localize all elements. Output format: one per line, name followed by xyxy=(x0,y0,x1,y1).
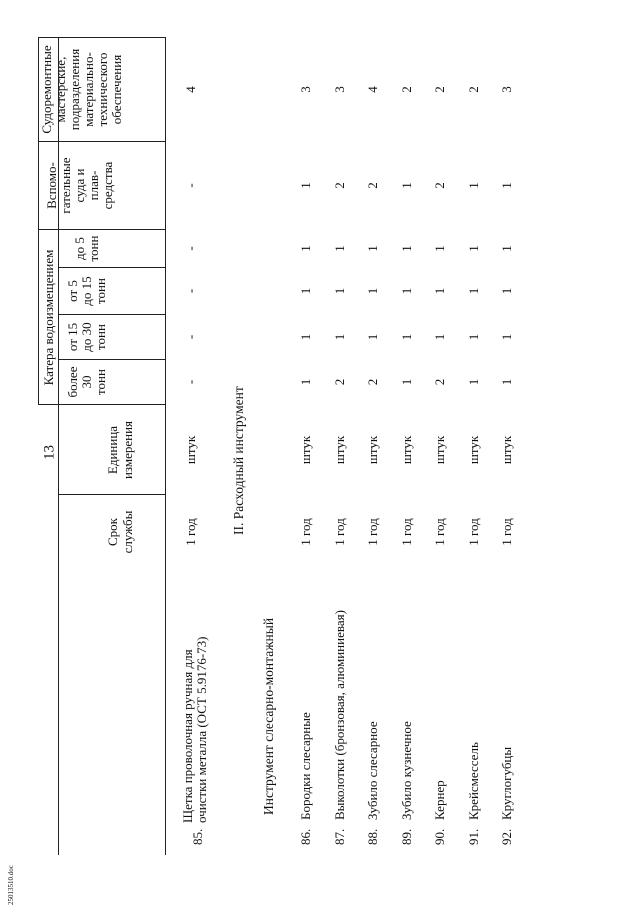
hdr-k2-l3: тонн xyxy=(93,324,108,350)
hdr-vspom-l2: гательные xyxy=(58,157,73,214)
row-vspom: 2 xyxy=(432,182,447,189)
katera-rule xyxy=(58,230,59,405)
hdr-vspom xyxy=(45,142,115,229)
hdr-unit-l2: измерения xyxy=(120,420,135,480)
row85-name xyxy=(181,637,209,824)
row-k2: 1 xyxy=(298,333,313,341)
row-k4: 1 xyxy=(399,245,414,252)
hdr-k4-l1: до 5 xyxy=(72,237,87,260)
row-srok: 1 год xyxy=(298,518,313,546)
row85-unit: штук xyxy=(183,435,198,465)
hdr-k3-l3: тонн xyxy=(93,278,108,304)
subsection-title: Инструмент слесарно-монтажный xyxy=(261,617,276,815)
row-k2: 1 xyxy=(466,333,481,341)
row-k2: 1 xyxy=(432,333,447,341)
row-k2: 1 xyxy=(499,333,514,341)
row-sudo: 3 xyxy=(332,86,347,93)
row-k3: 1 xyxy=(332,287,347,295)
row-sudo: 2 xyxy=(432,86,447,93)
row85-sudo: 4 xyxy=(183,86,198,93)
footer-code: 25013510.doc xyxy=(7,865,15,905)
row-unit: штук xyxy=(432,435,447,465)
row-name: Зубило слесарное xyxy=(365,721,380,820)
row-srok: 1 год xyxy=(399,518,414,546)
row-k3: 1 xyxy=(365,287,380,295)
row-k1: 2 xyxy=(432,378,447,386)
hdr-sudo-l2: мастерские, xyxy=(53,56,68,123)
row85-name-l2: очистки металла (ОСТ 5.9176-73) xyxy=(194,636,209,823)
hdr-sudo-l1: Судоремонтные xyxy=(39,45,54,134)
row-vspom: 2 xyxy=(365,182,380,189)
section-title: II. Расходный инструмент xyxy=(231,386,246,535)
row-k1: 2 xyxy=(332,378,347,386)
row-unit: штук xyxy=(298,435,313,465)
hdr-srok-l2: службы xyxy=(120,510,135,554)
page-number: 13 xyxy=(41,445,58,460)
hdr-unit xyxy=(105,407,135,493)
row-unit: штук xyxy=(466,435,481,465)
row-k4: 1 xyxy=(298,245,313,252)
hdr-vspom-l5: средства xyxy=(100,161,115,210)
row-vspom: 2 xyxy=(332,182,347,189)
hdr-k3-l1: от 5 xyxy=(65,280,80,302)
row-k4: 1 xyxy=(466,245,481,252)
hdr-k2 xyxy=(66,315,108,359)
row85-vspom: - xyxy=(183,183,198,188)
row-k4: 1 xyxy=(499,245,514,252)
row-k3: 1 xyxy=(298,287,313,295)
row-num: 90. xyxy=(432,828,447,845)
row-sudo: 4 xyxy=(365,86,380,93)
row-k4: 1 xyxy=(365,245,380,252)
row-unit: штук xyxy=(332,435,347,465)
row-vspom: 1 xyxy=(298,182,313,189)
row85-k4: - xyxy=(183,246,198,251)
row-name: Крейсмессель xyxy=(466,742,481,820)
row85-name-l1: Щетка проволочная ручная для xyxy=(180,649,195,823)
row-num: 91. xyxy=(466,828,481,845)
hdr-k4 xyxy=(73,230,101,267)
hdr-k2-l2: до 30 xyxy=(79,322,94,352)
row-num: 86. xyxy=(298,828,313,845)
hdr-k1-l1: более xyxy=(65,366,80,398)
row-k3: 1 xyxy=(399,287,414,295)
row-sudo: 3 xyxy=(499,86,514,93)
row85-num: 85. xyxy=(190,828,205,845)
row-k2: 1 xyxy=(332,333,347,341)
row-srok: 1 год xyxy=(332,518,347,546)
hdr-unit-l1: Единица xyxy=(105,425,120,475)
col-sep-k4 xyxy=(38,229,166,230)
col-sep-name xyxy=(58,494,166,495)
row85-k1: - xyxy=(183,379,198,385)
row-vspom: 1 xyxy=(399,182,414,189)
row-k1: 1 xyxy=(399,378,414,386)
row-num: 92. xyxy=(499,828,514,845)
row-name: Зубило кузнечное xyxy=(399,721,414,820)
row-unit: штук xyxy=(365,435,380,465)
hdr-vspom-l1: Вспомо- xyxy=(44,162,59,209)
row-unit: штук xyxy=(499,435,514,465)
row-num: 88. xyxy=(365,828,380,845)
row-num: 89. xyxy=(399,828,414,845)
row-k1: 1 xyxy=(466,378,481,386)
row-k1: 2 xyxy=(365,378,380,386)
row-sudo: 2 xyxy=(466,86,481,93)
hdr-k4-l2: тонн xyxy=(86,235,101,262)
row-unit: штук xyxy=(399,435,414,465)
hdr-k3 xyxy=(66,268,108,314)
hdr-k1-l2: 30 xyxy=(79,375,94,389)
row-vspom: 1 xyxy=(499,182,514,189)
row-sudo: 3 xyxy=(298,86,313,93)
row85-k3: - xyxy=(183,288,198,294)
row85-srok: 1 год xyxy=(183,518,198,546)
row-k4: 1 xyxy=(332,245,347,252)
hdr-k1 xyxy=(66,360,108,404)
row-srok: 1 год xyxy=(365,518,380,546)
hdr-k3-l2: до 15 xyxy=(79,276,94,306)
row-k2: 1 xyxy=(399,333,414,341)
row-vspom: 1 xyxy=(466,182,481,189)
header-bottom-line xyxy=(165,37,166,855)
hdr-sudo xyxy=(40,38,124,141)
row-name: Кернер xyxy=(432,780,447,820)
row-name: Круглогубцы xyxy=(499,746,514,820)
row-k2: 1 xyxy=(365,333,380,341)
hdr-srok xyxy=(105,499,135,565)
row85-k2: - xyxy=(183,334,198,340)
hdr-sudo-l6: обеспечения xyxy=(109,54,124,125)
hdr-sudo-l4: материально- xyxy=(81,52,96,127)
row-num: 87. xyxy=(332,828,347,845)
row-k1: 1 xyxy=(499,378,514,386)
row-k3: 1 xyxy=(432,287,447,295)
hdr-vspom-l4: плав- xyxy=(86,170,101,201)
hdr-k2-l1: от 15 xyxy=(65,322,80,352)
row-k1: 1 xyxy=(298,378,313,386)
hdr-srok-l1: Срок xyxy=(105,518,120,546)
row-name: Бородки слесарные xyxy=(298,712,313,820)
row-name: Выколотки (бронзовая, алюминиевая) xyxy=(332,610,347,820)
hdr-sudo-l3: подразделения xyxy=(67,48,82,131)
row-k3: 1 xyxy=(466,287,481,295)
row-srok: 1 год xyxy=(466,518,481,546)
hdr-katera: Катера водоизмещением xyxy=(41,249,56,386)
row-srok: 1 год xyxy=(499,518,514,546)
row-srok: 1 год xyxy=(432,518,447,546)
hdr-sudo-l5: технического xyxy=(95,52,110,127)
row-k3: 1 xyxy=(499,287,514,295)
hdr-vspom-l3: суда и xyxy=(72,168,87,203)
row-k4: 1 xyxy=(432,245,447,252)
row-sudo: 2 xyxy=(399,86,414,93)
hdr-k1-l3: тонн xyxy=(93,369,108,395)
